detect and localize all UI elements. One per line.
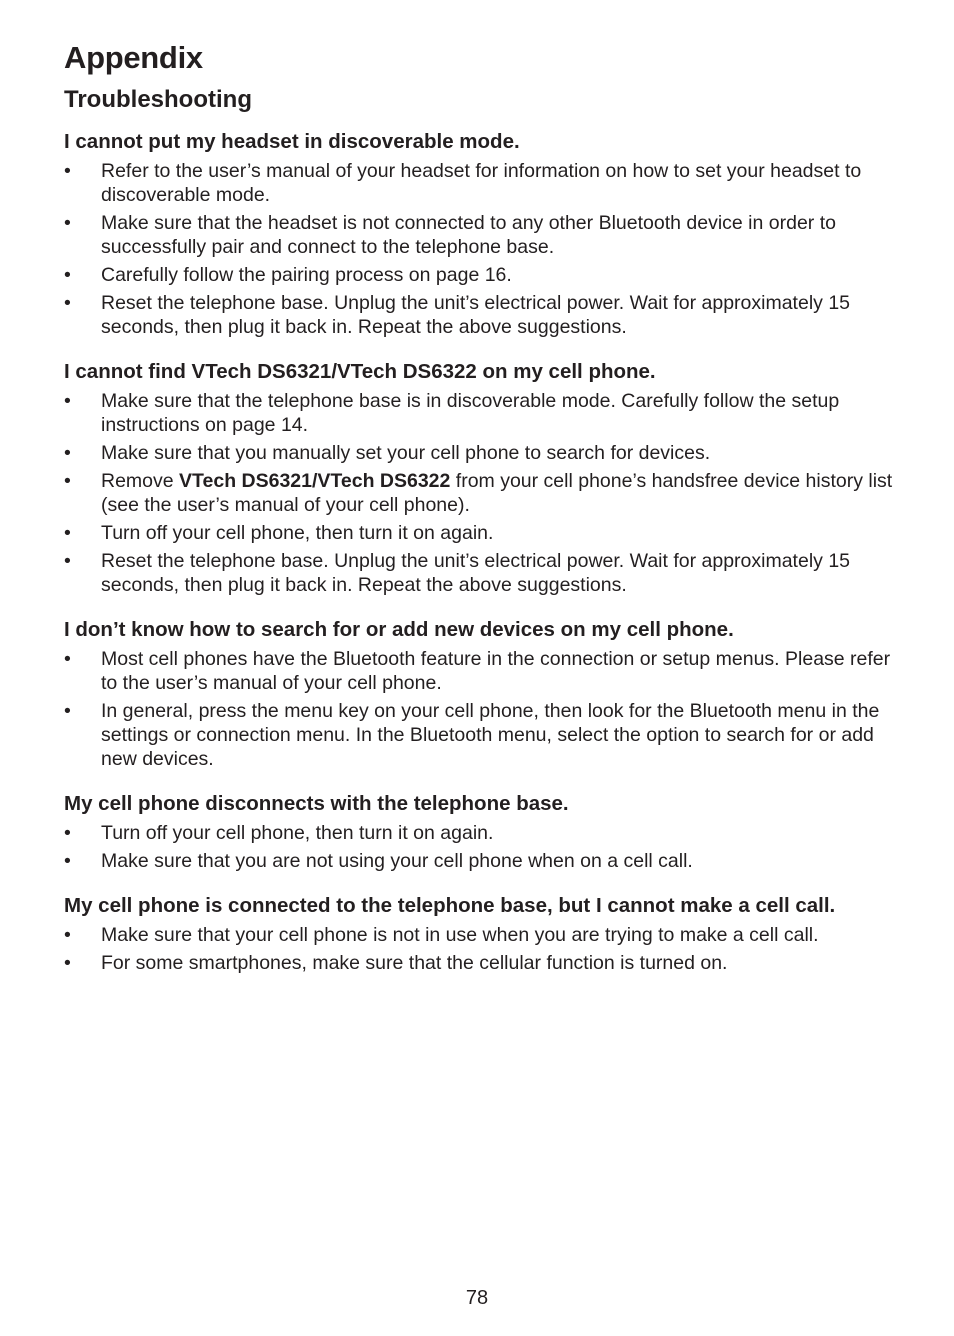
list-item [64,647,894,695]
list-item-text-prefix: Remove [101,470,180,492]
list-item-text: Make sure that your cell phone is not in use when you are trying to make a cell call. [101,924,819,946]
bullet-icon: • [64,700,71,722]
bullet-icon: • [64,822,71,844]
section-title: Troubleshooting [64,86,252,113]
section-heading: My cell phone disconnects with the telephone base. [64,792,569,815]
troubleshooting-section [64,893,894,975]
bullet-list [64,821,894,873]
list-item [64,159,894,207]
list-item [64,291,894,339]
list-item [64,699,894,771]
list-item-text: Make sure that the telephone base is in discoverable mode. Carefully follow the setup instructions on page 14. [101,390,840,436]
troubleshooting-content [64,129,894,979]
section-heading: I don’t know how to search for or add new devices on my cell phone. [64,618,734,641]
bullet-icon: • [64,292,71,314]
list-item-text: Reset the telephone base. Unplug the unit’s electrical power. Wait for approximately 15 seconds, then plug it back in. Repeat the above suggestions. [101,550,851,596]
bullet-icon: • [64,470,71,492]
bullet-icon: • [64,648,71,670]
list-item [64,549,894,597]
list-item-text: In general, press the menu key on your cell phone, then look for the Bluetooth menu in the settings or connection menu. In the Bluetooth menu, select the option to search for or add new devices. [101,700,880,770]
list-item [64,821,894,845]
list-item-text: Turn off your cell phone, then turn it on again. [101,522,494,544]
list-item-text: Reset the telephone base. Unplug the unit’s electrical power. Wait for approximately 15 seconds, then plug it back in. Repeat the above suggestions. [101,292,851,338]
bullet-icon: • [64,550,71,572]
list-item-text: Refer to the user’s manual of your headset for information on how to set your headset to discoverable mode. [101,160,862,206]
list-item [64,441,894,465]
bullet-icon: • [64,952,71,974]
bullet-icon: • [64,390,71,412]
list-item-text-suffix: from your cell phone’s handsfree device history list (see the user’s manual of your cell phone). [101,470,893,516]
list-item [64,521,894,545]
troubleshooting-section [64,617,894,771]
list-item-text: Turn off your cell phone, then turn it on again. [101,822,494,844]
troubleshooting-section [64,791,894,873]
list-item-text: Make sure that you are not using your cell phone when on a cell call. [101,850,693,872]
list-item-text: Most cell phones have the Bluetooth feature in the connection or setup menus. Please refer to the user’s manual of your cell phone. [101,648,891,694]
page-title: Appendix [64,40,203,75]
bullet-icon: • [64,264,71,286]
product-name: VTech DS6321/VTech DS6322 [179,470,451,492]
list-item-text: Make sure that the headset is not connected to any other Bluetooth device in order to successfully pair and connect to the telephone base. [101,212,836,258]
bullet-list [64,389,894,597]
troubleshooting-section [64,359,894,597]
bullet-icon: • [64,924,71,946]
list-item-text: Make sure that you manually set your cell phone to search for devices. [101,442,711,464]
list-item [64,951,894,975]
bullet-list [64,159,894,339]
list-item [64,469,894,517]
list-item [64,923,894,947]
bullet-icon: • [64,160,71,182]
list-item-text: For some smartphones, make sure that the cellular function is turned on. [101,952,728,974]
page-number: 78 [465,1287,489,1309]
list-item [64,211,894,259]
bullet-icon: • [64,850,71,872]
section-heading: I cannot put my headset in discoverable mode. [64,130,520,153]
bullet-icon: • [64,212,71,234]
section-heading: I cannot find VTech DS6321/VTech DS6322 on my cell phone. [64,360,656,383]
list-item [64,263,894,287]
list-item [64,849,894,873]
bullet-icon: • [64,522,71,544]
section-heading: My cell phone is connected to the telephone base, but I cannot make a cell call. [64,894,836,917]
troubleshooting-section [64,129,894,339]
bullet-list [64,923,894,975]
list-item [64,389,894,437]
bullet-icon: • [64,442,71,464]
bullet-list [64,647,894,771]
list-item-text: Carefully follow the pairing process on page 16. [101,264,512,286]
